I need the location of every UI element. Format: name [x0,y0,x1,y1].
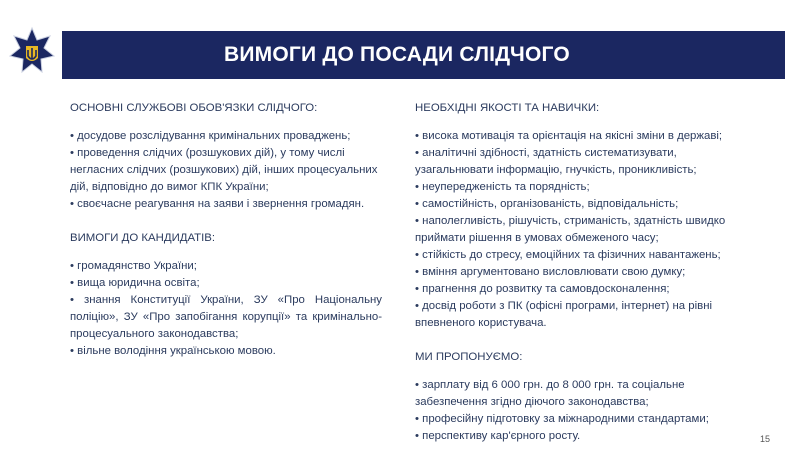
offer-list [415,377,745,445]
list-item: • вільне володіння українською мовою. [70,345,276,357]
list-item: • аналітичні здібності, здатність систематизувати, узагальнювати інформацію, гнучкість, проникливість; [415,147,697,176]
left-column [70,100,382,360]
list-item: • наполегливість, рішучість, стриманість, здатність швидко приймати рішення в умовах обмеженого часу; [415,215,726,244]
list-item: • неупередженість та порядність; [415,181,590,193]
police-emblem-logo [8,26,56,82]
list-item: • досвід роботи з ПК (офісні програми, інтернет) на рівні впевненого користувача. [415,300,713,329]
title-bar [62,31,785,79]
list-item: • перспективу кар'єрного росту. [415,430,581,442]
police-star-icon [8,26,56,82]
list-item: • досудове розслідування кримінальних проваджень; [70,130,351,142]
list-item: • вміння аргументовано висловлювати свою думку; [415,266,686,278]
list-item: • своєчасне реагування на заяви і звернення громадян. [70,198,365,210]
skills-list [415,128,745,332]
list-item: • професійну підготовку за міжнародними стандартами; [415,413,709,425]
right-column [415,100,745,445]
list-item: • прагнення до розвитку та самовдосконалення; [415,283,670,295]
requirements-list [70,258,382,360]
page-title: ВИМОГИ ДО ПОСАДИ СЛІДЧОГО [224,43,570,66]
list-item: • громадянство України; [70,260,197,272]
list-item: • проведення слідчих (розшукових дій), у тому числі негласних слідчих (розшукових) дій, інших процесуальних дій, відповідно до вимог КПК України; [70,147,378,193]
list-item: • зарплату від 6 000 грн. до 8 000 грн. та соціальне забезпечення згідно діючого законодавства; [415,379,685,408]
requirements-heading: ВИМОГИ ДО КАНДИДАТІВ: [70,232,216,244]
list-item: • висока мотивація та орієнтація на якісні зміни в державі; [415,130,723,142]
duties-list [70,128,382,213]
list-item: • стійкість до стресу, емоційних та фізичних навантажень; [415,249,721,261]
list-item: • вища юридична освіта; [70,277,200,289]
duties-heading: ОСНОВНІ СЛУЖБОВІ ОБОВ'ЯЗКИ СЛІДЧОГО: [70,102,318,114]
offer-heading: МИ ПРОПОНУЄМО: [415,351,523,363]
list-item: • знання Конституції України, ЗУ «Про Національну поліцію», ЗУ «Про запобігання корупції» та кримінально-процесуального законодавства; [70,294,382,340]
skills-heading: НЕОБХІДНІ ЯКОСТІ ТА НАВИЧКИ: [415,102,600,114]
list-item: • самостійність, організованість, відповідальність; [415,198,679,210]
page-number: 15 [759,434,770,444]
